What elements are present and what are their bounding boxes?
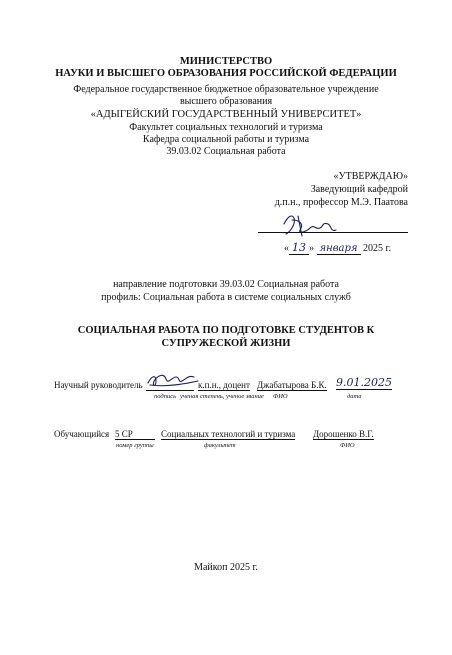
student-group: 5 СР	[115, 429, 155, 440]
caption-supervisor-fio: ФИО	[273, 393, 288, 400]
ministry-line-2: НАУКИ И ВЫСШЕГО ОБРАЗОВАНИЯ РОССИЙСКОЙ ФЕДЕРАЦИИ	[55, 68, 397, 79]
head-signature	[278, 210, 358, 242]
approval-date-month: января	[319, 243, 358, 254]
supervisor-date: 9.01.2025	[336, 376, 392, 389]
student-label: Обучающийся	[54, 429, 110, 439]
head-name: д.п.н., профессор М.Э. Паатова	[274, 197, 408, 208]
head-title: Заведующий кафедрой	[310, 184, 408, 195]
caption-student-fio: ФИО	[340, 442, 355, 449]
approve-label: «УТВЕРЖДАЮ»	[333, 171, 408, 182]
institution-line-1: Федеральное государственное бюджетное образовательное учреждение	[73, 84, 379, 95]
supervisor-degree: к.п.н., доцент	[198, 380, 250, 390]
supervisor-name: Джабатырова Б.К.	[257, 380, 327, 390]
program-code: 39.03.02 Социальная работа	[166, 146, 286, 157]
faculty-name: Факультет социальных технологий и туризма	[129, 122, 323, 133]
caption-signature: подпись	[154, 393, 177, 400]
approval-date-year: 2025 г.	[363, 243, 391, 254]
supervisor-label: Научный руководитель	[54, 380, 143, 390]
ministry-line-1: МИНИСТЕРСТВО	[179, 56, 273, 67]
department-name: Кафедра социальной работы и туризма	[142, 134, 310, 145]
thesis-title-line-1: СОЦИАЛЬНАЯ РАБОТА ПО ПОДГОТОВКЕ СТУДЕНТОВ К	[77, 325, 375, 336]
institution-line-2: высшего образования	[179, 96, 273, 107]
direction-line: направление подготовки 39.03.02 Социальная работа	[113, 279, 339, 290]
supervisor-signature	[144, 369, 202, 391]
thesis-title-line-2: СУПРУЖЕСКОЙ ЖИЗНИ	[161, 338, 291, 349]
approval-date-day: 13	[292, 241, 306, 254]
student-faculty: Социальных технологий и туризма	[161, 429, 296, 439]
caption-date: дата	[347, 393, 362, 400]
profile-line: профиль: Социальная работа в системе социальных служб	[101, 292, 351, 303]
head-signature-line	[258, 232, 408, 233]
city-year: Майкоп 2025 г.	[194, 562, 258, 573]
caption-group: номер группы	[116, 442, 154, 449]
supervisor-signature-line	[146, 390, 194, 391]
university-name: «АДЫГЕЙСКИЙ ГОСУДАРСТВЕННЫЙ УНИВЕРСИТЕТ»	[90, 109, 362, 120]
caption-faculty: факультет	[204, 442, 236, 449]
caption-degree: ученая степень, ученое звание	[180, 393, 264, 400]
student-name: Дорошенко В.Г.	[313, 429, 374, 439]
approval-date: « 13 » января 2025 г.	[284, 241, 391, 254]
